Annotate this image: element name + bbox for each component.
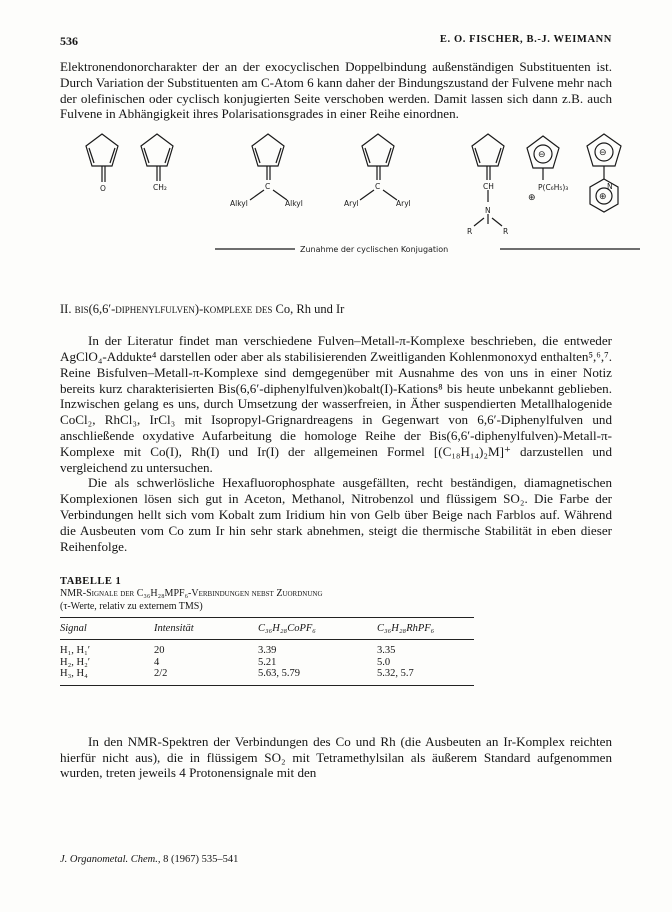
intro-paragraph: Elektronendonorcharakter der an der exocyclischen Doppelbindung außenständigen Substituenten ist. Durch Variation der Substituenten am C-Atom 6 kann daher der Bindungszustand der Fulvene mehr nach der olefinischen oder cyclisch konjugierten Seite verschoben werden. Damit lassen sich dann z.B. auch Fulvene in Abhängigkeit ihres Polarisationsgrades in einer Reihe einordnen.	[60, 59, 612, 122]
arrow-caption: Zunahme der cyclischen Konjugation	[300, 245, 449, 255]
label-aryl-left: Aryl	[344, 199, 359, 209]
nmr-table	[60, 617, 474, 686]
cell-rh: 5.32, 5.7	[377, 668, 414, 680]
label-aryl-right: Aryl	[396, 199, 411, 209]
header-signal: Signal	[60, 618, 154, 640]
fulvene-structures-diagram	[40, 124, 640, 266]
label-ch2: CH₂	[153, 183, 167, 193]
label-c-1: C	[265, 182, 271, 192]
label-ch: CH	[483, 182, 494, 192]
header-co-complex: C₃₆H₂₈CoPF₆	[258, 618, 377, 640]
label-c-2: C	[375, 182, 381, 192]
label-plus-1: ⊕	[528, 193, 536, 204]
cell-co: 5.21	[258, 656, 277, 668]
journal-footer	[60, 854, 238, 865]
cell-co: 5.63, 5.79	[258, 668, 300, 680]
table-caption	[60, 587, 612, 613]
cell-rh: 3.35	[377, 645, 396, 657]
header-intensity: Intensität	[154, 618, 258, 640]
label-alkyl-right: Alkyl	[285, 199, 303, 209]
page-number: 536	[60, 34, 78, 48]
label-alkyl-left: Alkyl	[230, 199, 248, 209]
label-o: O	[100, 184, 106, 194]
section-title-smallcaps: bis(6,6′-diphenylfulven)-komplexe des	[74, 302, 273, 317]
section-heading	[60, 302, 612, 317]
label-n: N	[485, 206, 491, 216]
label-n-plus: N	[607, 182, 613, 192]
table-caption-line-2: (τ-Werte, relativ zu externem TMS)	[60, 601, 203, 613]
table-caption-line-1: NMR-Signale der C₃₆H₂₈MPF₆-Verbindungen nebst Zuordnung	[60, 588, 323, 600]
label-r-left: R	[467, 227, 473, 237]
nmr-table-block	[60, 576, 612, 686]
label-pc6h5: P(C₆H₅)₃	[538, 183, 569, 193]
footer-journal: J. Organometal. Chem.,	[60, 854, 161, 865]
cell-signal: H₁, H₁′	[60, 645, 91, 657]
running-header-authors: E. O. FISCHER, B.-J. WEIMANN	[439, 34, 612, 45]
structure-fulvenone	[86, 134, 118, 182]
running-header	[60, 34, 612, 49]
header-rh-complex: C₃₆H₂₈RhPF₆	[377, 618, 474, 640]
body-paragraph-2: Die als schwerlösliche Hexafluorophosphate ausgefällten, recht beständigen, diamagnetischen Komplexionen lösen sich gut in Aceton, Methanol, Nitrobenzol und flüssigem SO₂. Die Farbe der Verbindungen hellt sich vom Kobalt zum Iridium hin von Gelb über Beige nach Farblos auf. Während die Ausbeuten vom Co zum Ir hin sehr stark abnehmen, steigt die thermische Stabilität in eben dieser Reihenfolge.	[60, 475, 612, 554]
label-minus-2: ⊖	[599, 148, 607, 159]
section-title-plain: Co, Rh und Ir	[275, 302, 345, 317]
table-header-row	[60, 618, 474, 640]
structure-fulvene-ch2	[141, 134, 173, 181]
cell-intensity: 4	[154, 656, 160, 668]
table-row	[60, 640, 474, 657]
cell-signal: H₂, H₂′	[60, 656, 91, 668]
page	[60, 34, 612, 781]
body-paragraph-1: In der Literatur findet man verschiedene Fulven–Metall-π-Komplexe beschrieben, die entweder AgClO₄-Addukte⁴ darstellen oder aber als stabilisierenden Zweitliganden Kohlenmonoxyd enthalten⁵,⁶,⁷. Reine Bisfulven–Metall-π-Komplexe sind demgegenüber mit Ausnahme des von uns in einer Notiz bereits kurz charakterisierten Bis(6,6′-diphenylfulven)kobalt(I)-Kations⁸ bis heute unbekannt geblieben. Inzwischen gelang es uns, durch Umsetzung der wasserfreien, in Äther suspendierten Metallhalogenide CoCl₂, RhCl₃, IrCl₃ mit Isopropyl-Grignardreagens in Gegenwart von 6,6′-Diphenylfulven und anschließende oxydative Aufarbeitung die homologe Reihe der Bis(6,6′-diphenylfulven)-Metall-π-Komplexe mit Co(I), Rh(I) und Ir(I) der allgemeinen Formel [(C₁₈H₁₄)₂M]⁺ darzustellen und vergleichend zu untersuchen.	[60, 333, 612, 475]
cell-intensity: 20	[154, 645, 165, 657]
table-row	[60, 668, 474, 685]
label-r-right: R	[503, 227, 509, 237]
cell-signal: H₃, H₄	[60, 668, 88, 680]
table-row	[60, 657, 474, 669]
fulvene-series-scheme	[60, 124, 612, 266]
label-plus-2: ⊕	[599, 192, 607, 203]
footer-citation: 8 (1967) 535–541	[163, 854, 239, 865]
cell-intensity: 2/2	[154, 668, 168, 680]
cell-co: 3.39	[258, 645, 277, 657]
table-label: TABELLE 1	[60, 576, 122, 588]
section-number: II.	[60, 302, 72, 317]
body-paragraph-3: In den NMR-Spektren der Verbindungen des Co und Rh (die Ausbeuten an Ir-Komplex reichten hierfür nicht aus), die in flüssigem SO₂ mit Tetramethylsilan als äußerem Standard aufgenommen wurden, treten jeweils 4 Protonensignale mit den	[60, 733, 612, 781]
label-minus-1: ⊖	[538, 150, 546, 161]
cell-rh: 5.0	[377, 656, 391, 668]
